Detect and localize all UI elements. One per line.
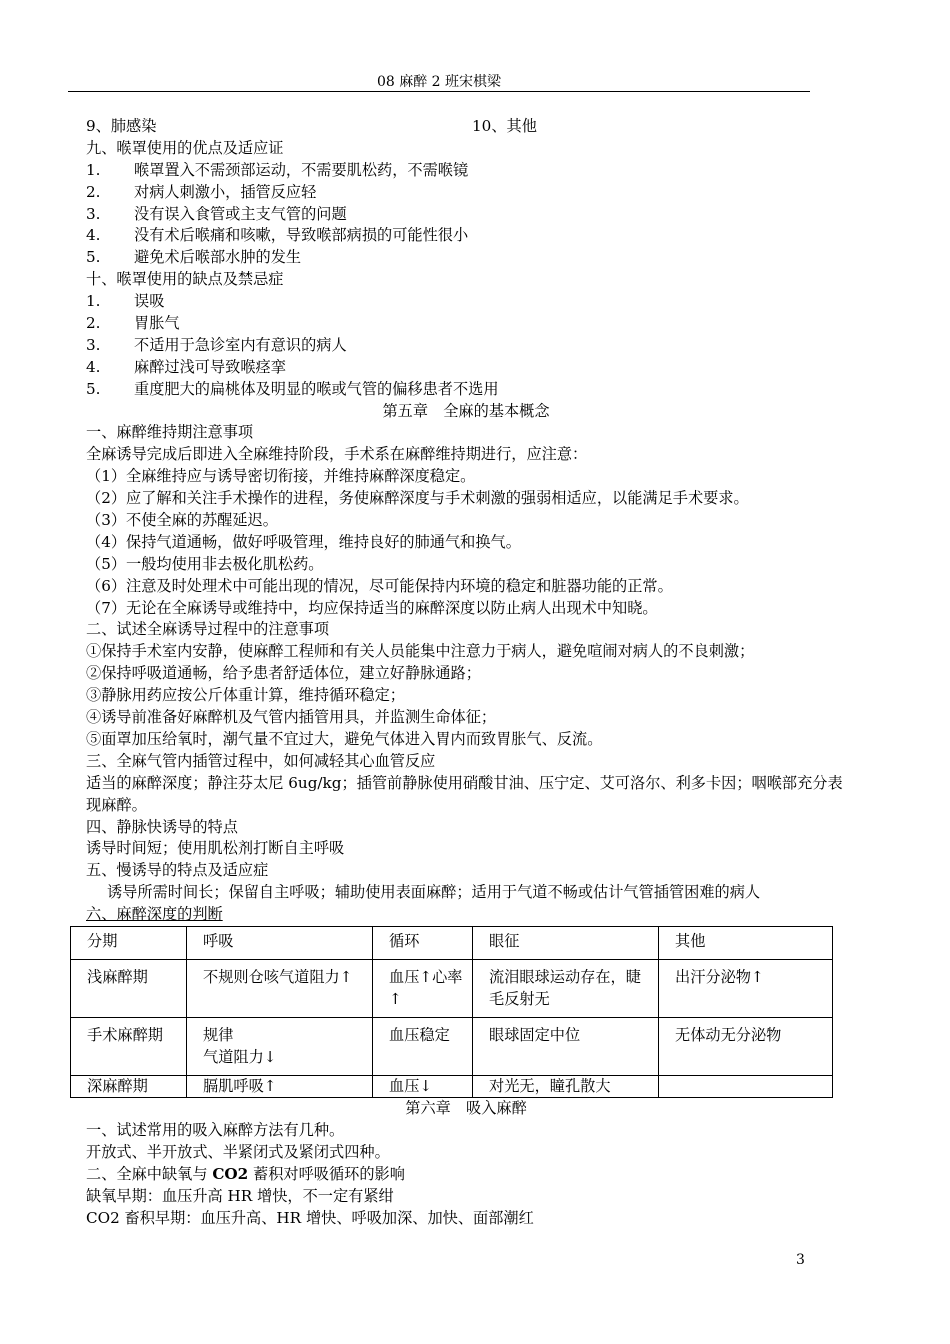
complication-line (86, 116, 846, 138)
item-text: 麻醉过浅可导致喉痉挛 (134, 357, 286, 376)
chapter-5-title: 第五章 全麻的基本概念 (382, 401, 550, 420)
complication-10: 10、其他 (472, 117, 537, 135)
item-text: 避免术后喉部水肿的发生 (134, 248, 302, 267)
ch6-q1-heading: 一、试述常用的吸入麻醉方法有几种。 (86, 1121, 345, 1140)
table-cell: 不规则仓咳气道阻力↑ (187, 959, 373, 1017)
heading-part: 蓄积对呼吸循环的影响 (248, 1165, 405, 1184)
ch6-q2-line: CO2 畜积早期：血压升高、HR 增快、呼吸加深、加快、面部潮红 (86, 1208, 534, 1227)
page-header: 08 麻醉 2 班宋棋梁 (376, 74, 502, 90)
table-cell: 血压↓ (373, 1075, 473, 1098)
list-item: （5）一般均使用非去极化肌松药。 (86, 554, 324, 573)
ch5-q5-answer: 诱导所需时间长；保留自主呼吸；辅助使用表面麻醉；适用于气道不畅或估计气管插管困难的病人 (107, 883, 761, 902)
list-item: （4）保持气道通畅，做好呼吸管理，维持良好的肺通气和换气。 (86, 532, 521, 551)
anesthesia-depth-table (70, 926, 833, 1098)
table-header-cell: 眼征 (473, 926, 659, 959)
list-item: （7）无论在全麻诱导或维持中，均应保持适当的麻醉深度以防止病人出现术中知晓。 (86, 598, 658, 617)
list-item: （6）注意及时处理术中可能出现的情况，尽可能保持内环境的稳定和脏器功能的正常。 (86, 576, 673, 595)
cell-line: 规律 (203, 1025, 234, 1044)
item-number: 3. (86, 204, 101, 223)
item-text: 对病人刺激小，插管反应轻 (134, 182, 317, 201)
table-cell: 无体动无分泌物 (659, 1017, 833, 1075)
section-10-heading: 十、喉罩使用的缺点及禁忌症 (86, 270, 284, 289)
section-9-heading: 九、喉罩使用的优点及适应证 (86, 138, 284, 157)
table-cell (187, 1017, 373, 1075)
list-item: （1）全麻维持应与诱导密切衔接，并维持麻醉深度稳定。 (86, 467, 476, 486)
item-number: 5. (86, 248, 101, 267)
complication-9: 9、肺感染 (86, 117, 157, 135)
list-item (86, 160, 846, 182)
table-cell: 手术麻醉期 (71, 1017, 187, 1075)
list-item (86, 182, 846, 204)
item-number: 3. (86, 335, 101, 354)
list-item: ①保持手术室内安静，使麻醉工程师和有关人员能集中注意力于病人，避免喧闹对病人的不良刺激； (86, 642, 755, 661)
table-cell: 对光无，瞳孔散大 (473, 1075, 659, 1098)
list-item: ④诱导前准备好麻醉机及气管内插管用具，并监测生命体征； (86, 708, 497, 727)
table-cell (659, 1075, 833, 1098)
item-text: 喉罩置入不需颈部运动，不需要肌松药，不需喉镜 (134, 160, 469, 179)
ch5-q6-heading: 六、麻醉深度的判断 (86, 905, 223, 924)
ch5-q3-heading: 三、全麻气管内插管过程中，如何减轻其心血管反应 (86, 751, 436, 770)
list-item: ⑤面罩加压给氧时，潮气量不宜过大，避免气体进入胃内而致胃胀气、反流。 (86, 729, 603, 748)
ch6-q1-answer: 开放式、半开放式、半紧闭式及紧闭式四种。 (86, 1143, 390, 1162)
table-cell: 眼球固定中位 (473, 1017, 659, 1075)
table-header-row (71, 926, 833, 959)
table-cell: 膈肌呼吸↑ (187, 1075, 373, 1098)
list-item: （3）不使全麻的苏醒延迟。 (86, 511, 278, 530)
list-item: （2）应了解和关注手术操作的进程，务使麻醉深度与手术刺激的强弱相适应，以能满足手术要求。 (86, 489, 749, 508)
list-item (86, 335, 846, 357)
heading-part: 二、全麻中缺氧与 (86, 1165, 213, 1184)
item-number: 5. (86, 379, 101, 398)
ch5-q4-heading: 四、静脉快诱导的特点 (86, 817, 238, 836)
list-item (86, 225, 846, 247)
table-header-cell: 其他 (659, 926, 833, 959)
table-header-cell: 循环 (373, 926, 473, 959)
item-text: 没有术后喉痛和咳嗽，导致喉部病损的可能性很小 (134, 226, 469, 245)
table-cell: 血压稳定 (373, 1017, 473, 1075)
ch5-q3-answer: 适当的麻醉深度；静注芬太尼 6ug/kg；插管前静脉使用硝酸甘油、压宁定、艾可洛尔、利多卡因；咽喉部充分表现麻醉。 (86, 773, 843, 814)
ch5-q1-intro: 全麻诱导完成后即进入全麻维持阶段，手术系在麻醉维持期进行，应注意： (86, 445, 588, 464)
list-item (86, 204, 846, 226)
list-item (86, 357, 846, 379)
list-item (86, 247, 846, 269)
table-cell: 深麻醉期 (71, 1075, 187, 1098)
item-text: 胃胀气 (134, 314, 180, 333)
list-item: ②保持呼吸道通畅，给予患者舒适体位，建立好静脉通路； (86, 664, 481, 683)
heading-part-bold: CO2 (212, 1165, 249, 1184)
table-row (71, 959, 833, 1017)
item-number: 1. (86, 292, 101, 311)
document-body (86, 116, 846, 1230)
list-item (86, 379, 846, 401)
item-number: 1. (86, 160, 101, 179)
page-number: 3 (796, 1252, 805, 1268)
table-cell: 流泪眼球运动存在，睫毛反射无 (473, 959, 659, 1017)
item-number: 2. (86, 314, 101, 333)
cell-line: 气道阻力↓ (203, 1047, 277, 1066)
table-cell: 浅麻醉期 (71, 959, 187, 1017)
item-number: 4. (86, 357, 101, 376)
ch5-q5-heading: 五、慢诱导的特点及适应症 (86, 861, 269, 880)
list-item: ③静脉用药应按公斤体重计算，维持循环稳定； (86, 686, 405, 705)
ch6-q2-line: 缺氧早期：血压升高 HR 增快，不一定有紧绀 (86, 1186, 394, 1205)
table-row (71, 1017, 833, 1075)
list-item (86, 291, 846, 313)
list-item (86, 313, 846, 335)
table-row (71, 1075, 833, 1098)
ch5-q1-heading: 一、麻醉维持期注意事项 (86, 423, 254, 442)
ch5-q4-answer: 诱导时间短；使用肌松剂打断自主呼吸 (86, 839, 345, 858)
ch5-q2-heading: 二、试述全麻诱导过程中的注意事项 (86, 620, 329, 639)
table-header-cell: 呼吸 (187, 926, 373, 959)
item-number: 2. (86, 182, 101, 201)
item-text: 重度肥大的扁桃体及明显的喉或气管的偏移患者不选用 (134, 379, 499, 398)
table-cell: 血压↑心率↑ (373, 959, 473, 1017)
item-number: 4. (86, 226, 101, 245)
item-text: 误吸 (134, 292, 165, 311)
item-text: 不适用于急诊室内有意识的病人 (134, 335, 347, 354)
chapter-6-title: 第六章 吸入麻醉 (405, 1099, 527, 1118)
header-rule (68, 91, 810, 92)
item-text: 没有误入食管或主支气管的问题 (134, 204, 347, 223)
table-header-cell: 分期 (71, 926, 187, 959)
ch6-q2-heading (86, 1164, 846, 1186)
table-cell: 出汗分泌物↑ (659, 959, 833, 1017)
